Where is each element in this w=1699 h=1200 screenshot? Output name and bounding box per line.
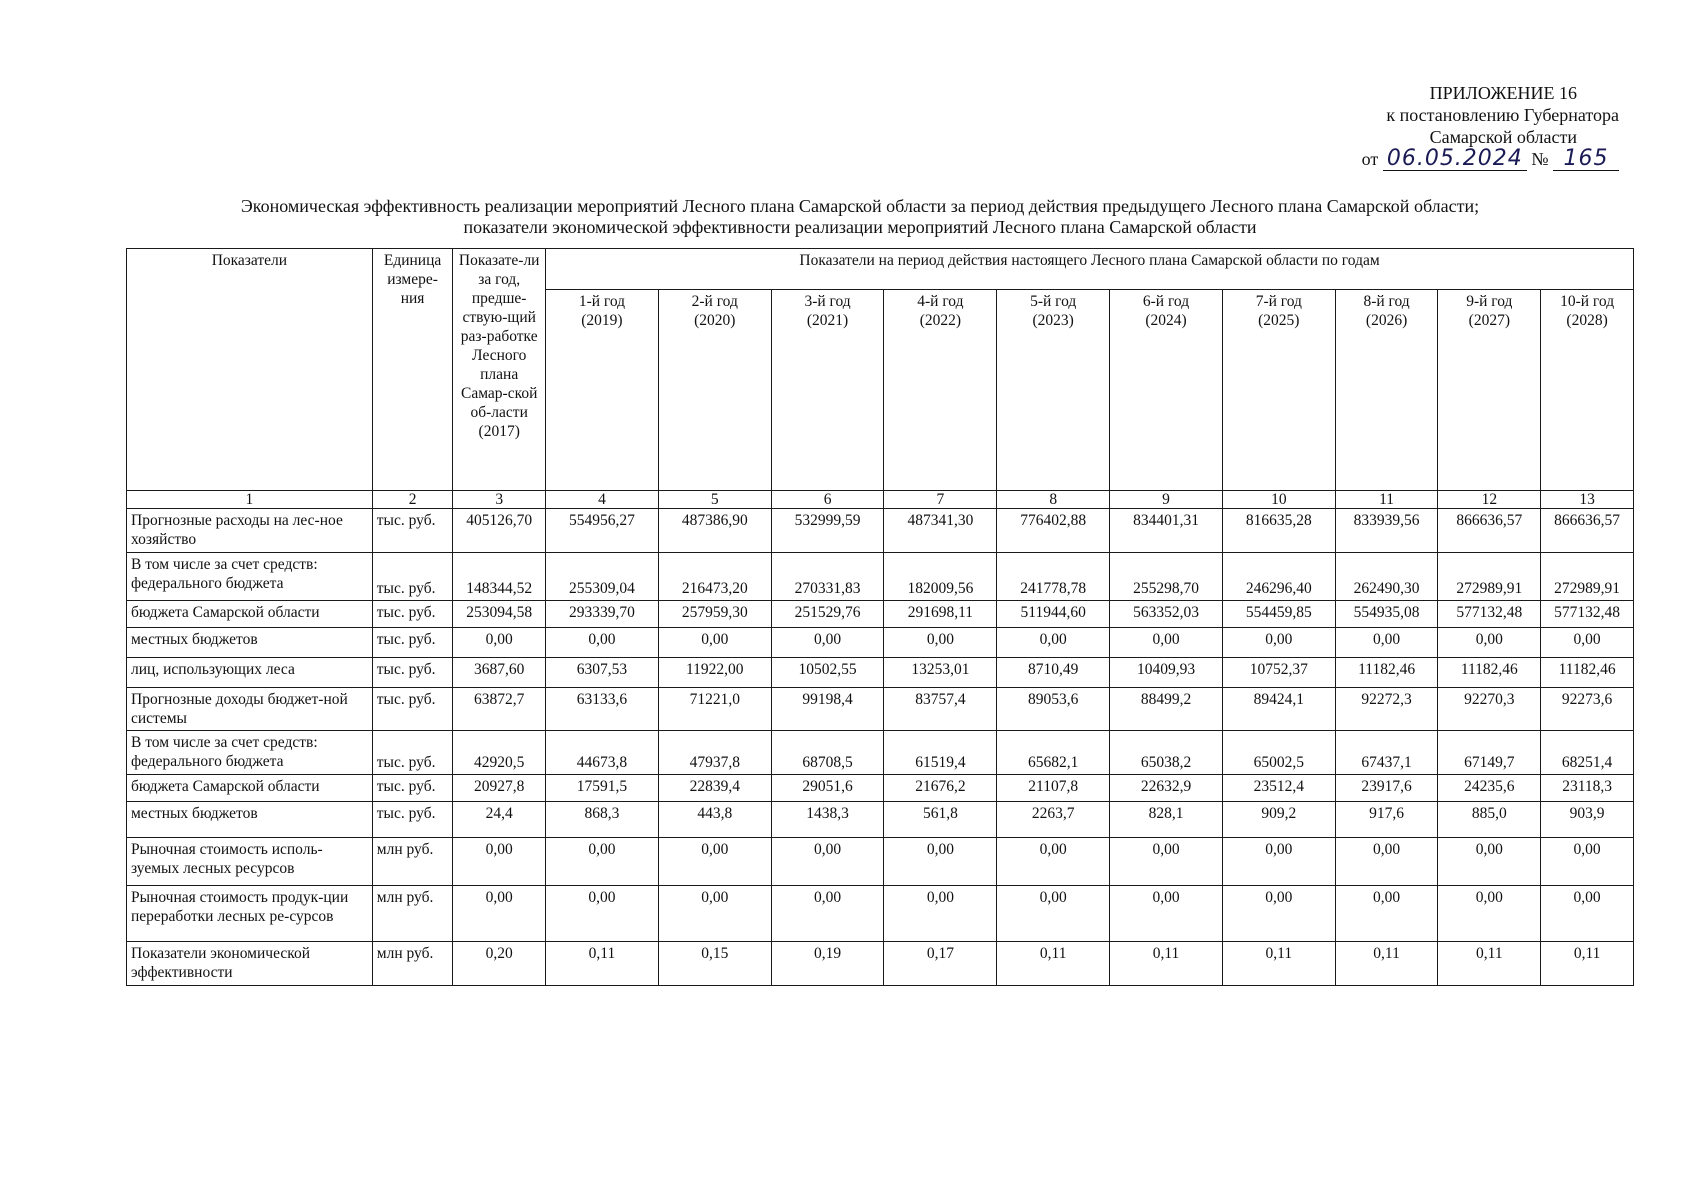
value-cell: 405126,70 — [453, 509, 546, 553]
appendix-header — [1259, 82, 1619, 171]
table-row — [127, 731, 1634, 775]
value-cell: 63872,7 — [453, 688, 546, 731]
indicator-label: Показатели экономической эффективности — [131, 945, 311, 981]
header-years-group: Показатели на период действия настоящего Лесного плана Самарской области по годам — [546, 249, 1634, 290]
indicator-cell — [127, 731, 373, 775]
value-cell: 0,00 — [997, 628, 1110, 658]
column-number: 3 — [453, 491, 546, 509]
header-unit: Единица измере-ния — [372, 249, 453, 491]
column-number: 13 — [1541, 491, 1634, 509]
value-cell: 0,00 — [453, 628, 546, 658]
value-cell: 0,00 — [884, 886, 997, 942]
value-cell: 0,00 — [453, 838, 546, 886]
value-cell: 0,00 — [771, 838, 884, 886]
value-cell: 24,4 — [453, 802, 546, 838]
value-cell: 262490,30 — [1335, 553, 1438, 601]
unit-cell: млн руб. — [372, 886, 453, 942]
value-cell: 0,00 — [1541, 838, 1634, 886]
value-cell: 10502,55 — [771, 658, 884, 688]
year-value: (2025) — [1258, 312, 1300, 329]
value-cell: 0,00 — [771, 886, 884, 942]
indicator-label: федерального бюджета — [131, 753, 284, 770]
column-number: 5 — [658, 491, 771, 509]
value-cell: 868,3 — [546, 802, 659, 838]
value-cell: 0,00 — [1438, 838, 1541, 886]
value-cell: 0,17 — [884, 942, 997, 986]
indicator-cell — [127, 838, 373, 886]
value-cell: 23118,3 — [1541, 775, 1634, 802]
value-cell: 487341,30 — [884, 509, 997, 553]
value-cell: 0,00 — [658, 886, 771, 942]
handwritten-date: 06.05.2024 — [1383, 148, 1527, 171]
date-prefix: от — [1361, 149, 1379, 169]
value-cell: 42920,5 — [453, 731, 546, 775]
value-cell: 65038,2 — [1110, 731, 1223, 775]
value-cell: 272989,91 — [1541, 553, 1634, 601]
value-cell: 291698,11 — [884, 601, 997, 628]
year-ordinal: 2-й год — [691, 293, 738, 310]
value-cell: 0,00 — [1438, 886, 1541, 942]
indicator-label: местных бюджетов — [131, 805, 258, 822]
header-indicators: Показатели — [127, 249, 373, 491]
value-cell: 561,8 — [884, 802, 997, 838]
value-cell: 0,00 — [1335, 838, 1438, 886]
value-cell: 0,00 — [1222, 886, 1335, 942]
table-row — [127, 802, 1634, 838]
value-cell: 0,00 — [884, 628, 997, 658]
column-number: 6 — [771, 491, 884, 509]
indicator-label: Рыночная стоимость исполь-зуемых лесных ресурсов — [131, 841, 323, 877]
year-value: (2022) — [919, 312, 962, 329]
indicator-cell — [127, 658, 373, 688]
value-cell: 0,00 — [1110, 886, 1223, 942]
header-year — [997, 290, 1110, 491]
header-row-1 — [127, 249, 1634, 290]
value-cell: 0,19 — [771, 942, 884, 986]
value-cell: 182009,56 — [884, 553, 997, 601]
year-ordinal: 6-й год — [1142, 293, 1190, 310]
indicator-cell — [127, 802, 373, 838]
value-cell: 0,00 — [1110, 838, 1223, 886]
table-row — [127, 838, 1634, 886]
indicator-prefix: В том числе за счет средств: — [131, 734, 318, 751]
value-cell: 99198,4 — [771, 688, 884, 731]
year-value: (2019) — [581, 312, 623, 329]
value-cell: 11922,00 — [658, 658, 771, 688]
unit-cell: тыс. руб. — [372, 628, 453, 658]
table-row — [127, 509, 1634, 553]
value-cell: 833939,56 — [1335, 509, 1438, 553]
year-ordinal: 8-й год — [1363, 293, 1410, 310]
value-cell: 443,8 — [658, 802, 771, 838]
indicator-cell — [127, 509, 373, 553]
unit-cell: млн руб. — [372, 942, 453, 986]
unit-cell: тыс. руб. — [372, 731, 453, 775]
indicator-cell — [127, 601, 373, 628]
value-cell: 216473,20 — [658, 553, 771, 601]
value-cell: 47937,8 — [658, 731, 771, 775]
value-cell: 828,1 — [1110, 802, 1223, 838]
value-cell: 17591,5 — [546, 775, 659, 802]
year-value: (2020) — [694, 312, 736, 329]
header-year — [546, 290, 659, 491]
value-cell: 11182,46 — [1335, 658, 1438, 688]
value-cell: 511944,60 — [997, 601, 1110, 628]
value-cell: 0,11 — [1110, 942, 1223, 986]
document-title — [150, 196, 1570, 238]
unit-cell: тыс. руб. — [372, 553, 453, 601]
value-cell: 563352,03 — [1110, 601, 1223, 628]
unit-cell: тыс. руб. — [372, 775, 453, 802]
year-ordinal: 9-й год — [1466, 293, 1513, 310]
indicator-label: местных бюджетов — [131, 631, 258, 648]
value-cell: 554459,85 — [1222, 601, 1335, 628]
value-cell: 241778,78 — [997, 553, 1110, 601]
value-cell: 0,00 — [1222, 838, 1335, 886]
header-year — [1110, 290, 1223, 491]
value-cell: 65002,5 — [1222, 731, 1335, 775]
column-number: 11 — [1335, 491, 1438, 509]
value-cell: 554956,27 — [546, 509, 659, 553]
value-cell: 776402,88 — [997, 509, 1110, 553]
value-cell: 23512,4 — [1222, 775, 1335, 802]
value-cell: 0,00 — [1541, 886, 1634, 942]
appendix-date-row — [1259, 148, 1619, 171]
value-cell: 255309,04 — [546, 553, 659, 601]
title-line-2: показатели экономической эффективности реализации мероприятий Лесного плана Самарской области — [463, 217, 1257, 237]
value-cell: 0,15 — [658, 942, 771, 986]
value-cell: 885,0 — [1438, 802, 1541, 838]
value-cell: 20927,8 — [453, 775, 546, 802]
column-number: 2 — [372, 491, 453, 509]
value-cell: 10409,93 — [1110, 658, 1223, 688]
indicator-label: лиц, использующих леса — [131, 661, 295, 678]
value-cell: 834401,31 — [1110, 509, 1223, 553]
year-ordinal: 3-й год — [804, 293, 851, 310]
value-cell: 255298,70 — [1110, 553, 1223, 601]
value-cell: 554935,08 — [1335, 601, 1438, 628]
value-cell: 0,11 — [1222, 942, 1335, 986]
appendix-region-line: Самарской области — [1429, 127, 1577, 147]
indicator-prefix: В том числе за счет средств: — [131, 556, 318, 573]
value-cell: 246296,40 — [1222, 553, 1335, 601]
value-cell: 3687,60 — [453, 658, 546, 688]
value-cell: 0,11 — [997, 942, 1110, 986]
value-cell: 8710,49 — [997, 658, 1110, 688]
indicator-label: федерального бюджета — [131, 575, 284, 592]
value-cell: 10752,37 — [1222, 658, 1335, 688]
value-cell: 487386,90 — [658, 509, 771, 553]
handwritten-number: 165 — [1553, 148, 1619, 171]
unit-cell: тыс. руб. — [372, 802, 453, 838]
year-ordinal: 5-й год — [1030, 293, 1077, 310]
value-cell: 0,11 — [1438, 942, 1541, 986]
value-cell: 270331,83 — [771, 553, 884, 601]
header-year — [771, 290, 884, 491]
indicator-cell — [127, 942, 373, 986]
value-cell: 92273,6 — [1541, 688, 1634, 731]
value-cell: 71221,0 — [658, 688, 771, 731]
value-cell: 257959,30 — [658, 601, 771, 628]
unit-cell: тыс. руб. — [372, 509, 453, 553]
value-cell: 0,00 — [1335, 628, 1438, 658]
table-row — [127, 942, 1634, 986]
value-cell: 92272,3 — [1335, 688, 1438, 731]
value-cell: 0,00 — [771, 628, 884, 658]
year-value: (2024) — [1145, 312, 1187, 329]
table-row — [127, 688, 1634, 731]
value-cell: 22632,9 — [1110, 775, 1223, 802]
header-year — [1438, 290, 1541, 491]
value-cell: 11182,46 — [1438, 658, 1541, 688]
indicator-cell — [127, 688, 373, 731]
value-cell: 0,00 — [997, 838, 1110, 886]
value-cell: 0,00 — [546, 838, 659, 886]
value-cell: 67149,7 — [1438, 731, 1541, 775]
value-cell: 866636,57 — [1438, 509, 1541, 553]
value-cell: 1438,3 — [771, 802, 884, 838]
value-cell: 272989,91 — [1438, 553, 1541, 601]
column-number: 1 — [127, 491, 373, 509]
column-number: 7 — [884, 491, 997, 509]
table-row — [127, 553, 1634, 601]
value-cell: 11182,46 — [1541, 658, 1634, 688]
unit-cell: млн руб. — [372, 838, 453, 886]
value-cell: 83757,4 — [884, 688, 997, 731]
value-cell: 0,00 — [1222, 628, 1335, 658]
value-cell: 816635,28 — [1222, 509, 1335, 553]
value-cell: 92270,3 — [1438, 688, 1541, 731]
year-value: (2028) — [1566, 312, 1608, 329]
indicator-cell — [127, 553, 373, 601]
value-cell: 293339,70 — [546, 601, 659, 628]
value-cell: 21107,8 — [997, 775, 1110, 802]
year-ordinal: 7-й год — [1255, 293, 1302, 310]
indicator-cell — [127, 775, 373, 802]
value-cell: 0,00 — [546, 886, 659, 942]
header-previous-year: Показате-ли за год, предше-ствую-щий раз-работке Лесного плана Самар-ской об-ласти (2017) — [453, 249, 546, 491]
indicator-label: бюджета Самарской области — [131, 604, 320, 621]
header-year — [1222, 290, 1335, 491]
year-ordinal: 10-й год — [1560, 293, 1615, 310]
number-prefix: № — [1531, 149, 1549, 169]
column-number: 12 — [1438, 491, 1541, 509]
value-cell: 917,6 — [1335, 802, 1438, 838]
table-row — [127, 886, 1634, 942]
value-cell: 0,00 — [1541, 628, 1634, 658]
unit-cell: тыс. руб. — [372, 688, 453, 731]
table-row — [127, 628, 1634, 658]
column-number: 4 — [546, 491, 659, 509]
indicator-label: Прогнозные расходы на лес-ное хозяйство — [131, 512, 343, 548]
column-number-row — [127, 491, 1634, 509]
value-cell: 22839,4 — [658, 775, 771, 802]
appendix-title: ПРИЛОЖЕНИЕ 16 — [1429, 83, 1577, 103]
table-body — [127, 491, 1634, 986]
indicator-label: Прогнозные доходы бюджет-ной системы — [131, 691, 348, 727]
year-value: (2026) — [1365, 312, 1408, 329]
value-cell: 63133,6 — [546, 688, 659, 731]
value-cell: 0,00 — [1110, 628, 1223, 658]
value-cell: 0,00 — [884, 838, 997, 886]
table-row — [127, 775, 1634, 802]
value-cell: 0,00 — [997, 886, 1110, 942]
unit-cell: тыс. руб. — [372, 658, 453, 688]
indicators-table — [126, 248, 1634, 986]
value-cell: 253094,58 — [453, 601, 546, 628]
value-cell: 29051,6 — [771, 775, 884, 802]
column-number: 9 — [1110, 491, 1223, 509]
value-cell: 67437,1 — [1335, 731, 1438, 775]
value-cell: 2263,7 — [997, 802, 1110, 838]
value-cell: 0,00 — [658, 838, 771, 886]
value-cell: 13253,01 — [884, 658, 997, 688]
indicator-label: Рыночная стоимость продук-ции переработки лесных ре-сурсов — [131, 889, 349, 925]
indicator-cell — [127, 628, 373, 658]
unit-cell: тыс. руб. — [372, 601, 453, 628]
table-header — [127, 249, 1634, 491]
table-row — [127, 601, 1634, 628]
value-cell: 21676,2 — [884, 775, 997, 802]
value-cell: 44673,8 — [546, 731, 659, 775]
header-year — [1335, 290, 1438, 491]
value-cell: 0,00 — [1438, 628, 1541, 658]
year-value: (2021) — [806, 312, 849, 329]
value-cell: 68708,5 — [771, 731, 884, 775]
title-line-1: Экономическая эффективность реализации мероприятий Лесного плана Самарской области за период действия предыдущего Лесного плана Самарской области; — [240, 196, 1480, 216]
value-cell: 89424,1 — [1222, 688, 1335, 731]
value-cell: 909,2 — [1222, 802, 1335, 838]
value-cell: 866636,57 — [1541, 509, 1634, 553]
indicator-label: бюджета Самарской области — [131, 778, 320, 795]
value-cell: 0,20 — [453, 942, 546, 986]
year-ordinal: 1-й год — [578, 293, 626, 310]
value-cell: 903,9 — [1541, 802, 1634, 838]
value-cell: 0,00 — [453, 886, 546, 942]
value-cell: 24235,6 — [1438, 775, 1541, 802]
value-cell: 89053,6 — [997, 688, 1110, 731]
column-number: 8 — [997, 491, 1110, 509]
table-row — [127, 658, 1634, 688]
value-cell: 0,11 — [546, 942, 659, 986]
value-cell: 6307,53 — [546, 658, 659, 688]
value-cell: 577132,48 — [1438, 601, 1541, 628]
indicator-cell — [127, 886, 373, 942]
value-cell: 23917,6 — [1335, 775, 1438, 802]
header-year — [1541, 290, 1634, 491]
value-cell: 251529,76 — [771, 601, 884, 628]
value-cell: 577132,48 — [1541, 601, 1634, 628]
year-value: (2023) — [1032, 312, 1074, 329]
value-cell: 0,00 — [546, 628, 659, 658]
value-cell: 61519,4 — [884, 731, 997, 775]
appendix-decree-line: к постановлению Губернатора — [1386, 105, 1619, 125]
value-cell: 0,11 — [1335, 942, 1438, 986]
value-cell: 0,11 — [1541, 942, 1634, 986]
value-cell: 65682,1 — [997, 731, 1110, 775]
value-cell: 148344,52 — [453, 553, 546, 601]
year-value: (2027) — [1468, 312, 1510, 329]
value-cell: 88499,2 — [1110, 688, 1223, 731]
header-year — [658, 290, 771, 491]
value-cell: 68251,4 — [1541, 731, 1634, 775]
year-ordinal: 4-й год — [917, 293, 964, 310]
value-cell: 0,00 — [658, 628, 771, 658]
value-cell: 0,00 — [1335, 886, 1438, 942]
column-number: 10 — [1222, 491, 1335, 509]
header-year — [884, 290, 997, 491]
value-cell: 532999,59 — [771, 509, 884, 553]
